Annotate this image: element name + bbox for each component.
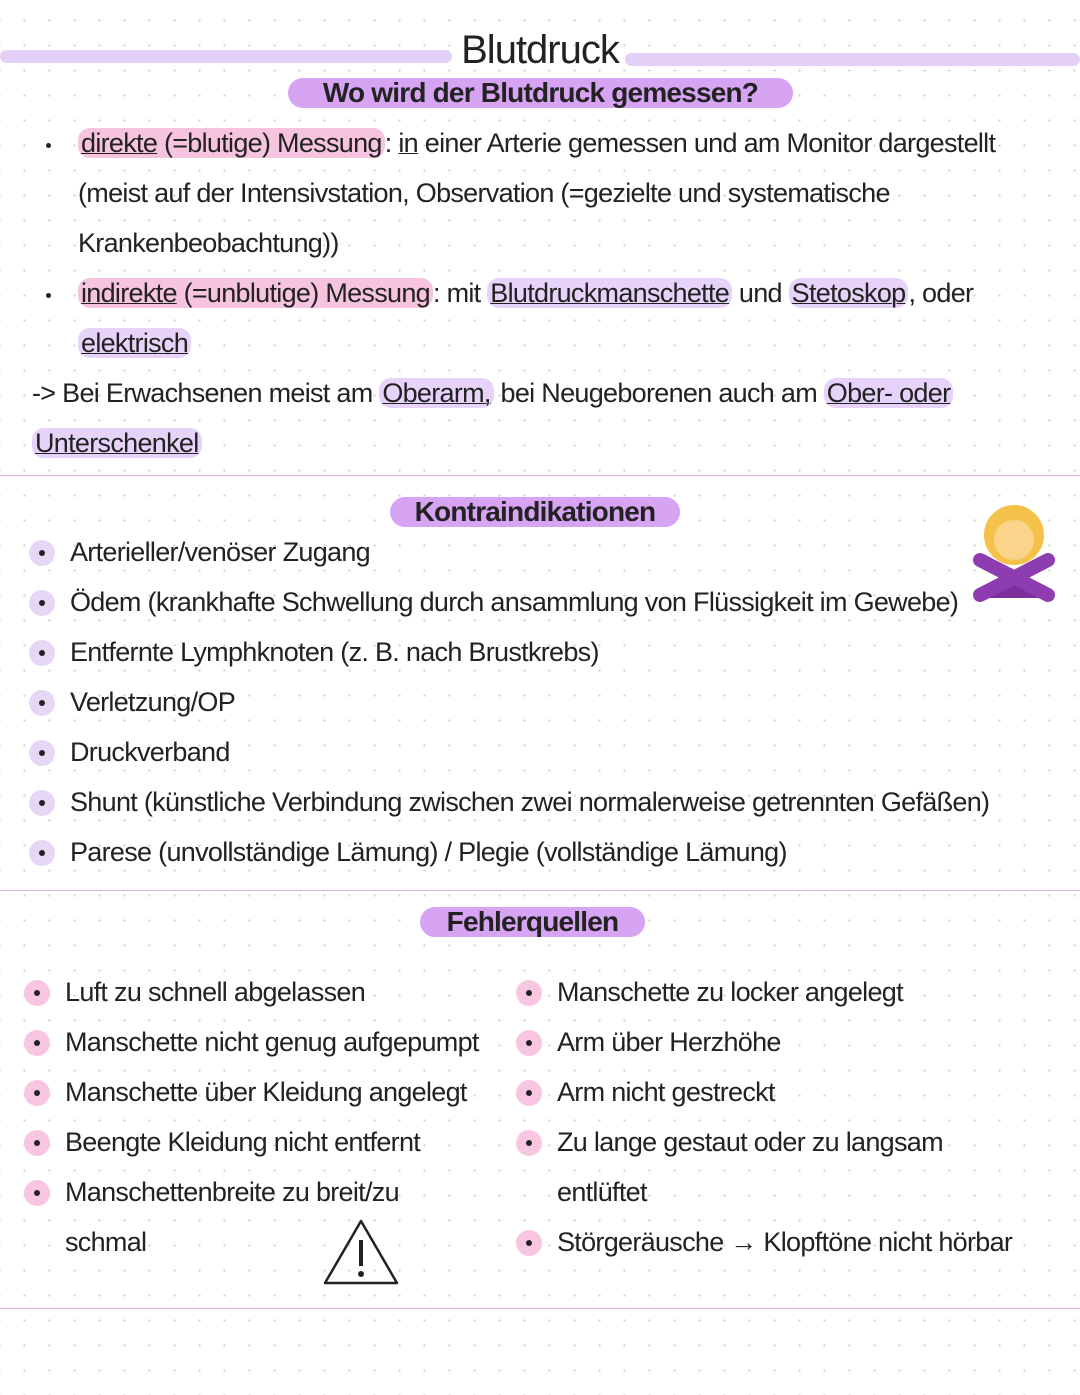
section-heading-error-sources: Fehlerquellen <box>420 907 645 937</box>
bullet <box>46 143 51 148</box>
list-item: Störgeräusche → Klopftöne nicht hörbar <box>557 1227 1013 1257</box>
list-item: Druckverband <box>70 737 230 767</box>
bullet-icon <box>24 1180 50 1206</box>
section-heading-measurement: Wo wird der Blutdruck gemessen? <box>288 78 793 108</box>
list-item: Manschettenbreite zu breit/zu <box>65 1177 399 1207</box>
bullet-icon <box>29 790 55 816</box>
bullet-icon <box>516 1080 542 1106</box>
indirect-measurement-line2: elektrisch <box>78 326 191 360</box>
direct-measurement-line2: (meist auf der Intensivstation, Observation (=gezielte und systematische <box>78 178 890 208</box>
bullet-icon <box>516 980 542 1006</box>
bullet-icon <box>29 640 55 666</box>
list-item-continued: schmal <box>65 1227 147 1257</box>
list-item: Luft zu schnell abgelassen <box>65 977 366 1007</box>
bullet-icon <box>24 980 50 1006</box>
list-item: Arm nicht gestreckt <box>557 1077 775 1107</box>
bullet <box>46 293 51 298</box>
divider <box>0 475 1080 476</box>
indirect-measurement-line: indirekte (=unblutige) Messung : mit Blutdruckmanschette und Stetoskop , oder <box>78 276 973 310</box>
list-item: Manschette nicht genug aufgepumpt <box>65 1027 479 1057</box>
list-item: Manschette über Kleidung angelegt <box>65 1077 467 1107</box>
list-item: Manschette zu locker angelegt <box>557 977 903 1007</box>
divider <box>0 1308 1080 1309</box>
warning-triangle-icon <box>322 1218 400 1286</box>
list-item: Ödem (krankhafte Schwellung durch ansammlung von Flüssigkeit im Gewebe) <box>70 587 959 617</box>
section-heading-contraindications: Kontraindikationen <box>390 497 680 527</box>
bullet-icon <box>29 740 55 766</box>
bullet-icon <box>29 540 55 566</box>
bullet-icon <box>24 1030 50 1056</box>
divider <box>0 890 1080 891</box>
location-note: -> Bei Erwachsenen meist am Oberarm, bei Neugeborenen auch am Ober- oder <box>32 376 953 410</box>
bullet-icon <box>24 1080 50 1106</box>
woman-gesturing-no-icon <box>960 490 1068 605</box>
list-item: Arm über Herzhöhe <box>557 1027 781 1057</box>
bullet-icon <box>516 1130 542 1156</box>
page-title: Blutdruck <box>461 28 619 72</box>
list-item: Parese (unvollständige Lämung) / Plegie (vollständige Lämung) <box>70 837 787 867</box>
direct-measurement-line: direkte (=blutige) Messung : in einer Arterie gemessen und am Monitor dargestellt <box>78 126 995 160</box>
bullet-icon <box>29 590 55 616</box>
list-item: Verletzung/OP <box>70 687 236 717</box>
list-item-continued: entlüftet <box>557 1177 647 1207</box>
location-note-line2: Unterschenkel <box>32 426 202 460</box>
list-item: Zu lange gestaut oder zu langsam <box>557 1127 943 1157</box>
bullet-icon <box>516 1030 542 1056</box>
list-item: Arterieller/venöser Zugang <box>70 537 370 567</box>
bullet-icon <box>24 1130 50 1156</box>
bullet-icon <box>29 840 55 866</box>
list-item: Shunt (künstliche Verbindung zwischen zwei normalerweise getrennten Gefäßen) <box>70 787 990 817</box>
bullet-icon <box>29 690 55 716</box>
list-item: Entfernte Lymphknoten (z. B. nach Brustkrebs) <box>70 637 599 667</box>
direct-measurement-line3: Krankenbeobachtung)) <box>78 228 339 258</box>
list-item: Beengte Kleidung nicht entfernt <box>65 1127 421 1157</box>
bullet-icon <box>516 1230 542 1256</box>
